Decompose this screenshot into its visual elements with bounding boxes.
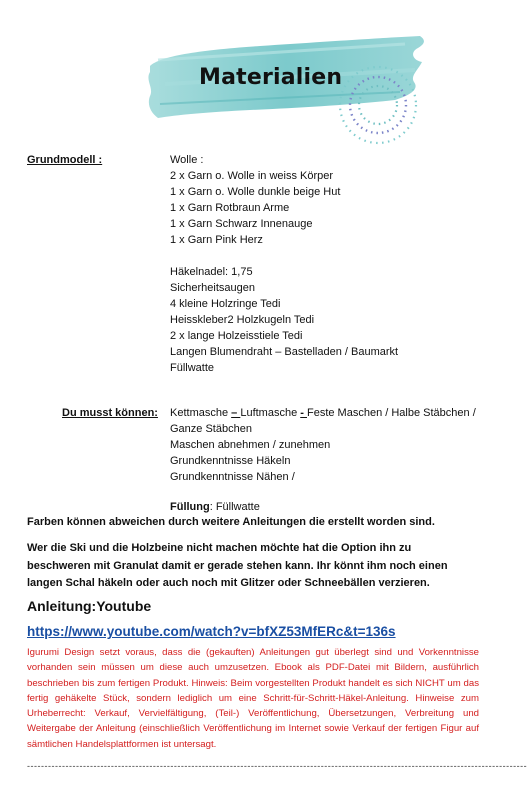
page-title: Materialien	[199, 65, 343, 90]
material-item: 1 x Garn Schwarz Innenauge	[170, 218, 313, 230]
tool-item: Heisskleber2 Holzkugeln Tedi	[170, 314, 315, 326]
youtube-link[interactable]: https://www.youtube.com/watch?v=bfXZ53MfERc&t=136s	[27, 624, 396, 639]
skills-label: Du musst können:	[62, 407, 158, 419]
tool-item: 2 x lange Holzeisstiele Tedi	[170, 330, 303, 342]
fuellung-label: Füllung	[170, 501, 210, 513]
skill-separator: –	[231, 407, 241, 419]
skill-feste-maschen: Feste Maschen / Halbe Stäbchen /	[306, 407, 476, 419]
skills-list	[170, 405, 476, 485]
material-item: Wolle :	[170, 154, 204, 166]
tool-item: Langen Blumendraht – Bastelladen / Baumarkt	[170, 346, 399, 358]
skill-item: Grundkenntnisse Nähen /	[170, 471, 295, 483]
skill-item: Maschen abnehmen / zunehmen	[170, 439, 331, 451]
ski-note: Wer die Ski und die Holzbeine nicht machen möchte hat die Option ihn zu beschweren mit Granulat damit er gerade stehen kann. Ihr könnt ihm noch einen langen Schal häkeln oder auch noch mit Glitzer oder Schneebällen verzieren.	[27, 542, 448, 589]
skills-line-1	[170, 405, 476, 421]
copyright-disclaimer: Igurumi Design setzt voraus, dass die (gekauften) Anleitungen gut überlegt sind und Vorkenntnisse vorhanden sein müssen um diese auch umzusetzen. Ebook als PDF-Datei mit Bildern, ausführlich beschrieben bis zum fertigen Produkt. Hinweis: Beim vorgestellten Produkt handelt es sich NICHT um das fertig gehäkelte Stück, sondern lediglich um eine Schritt-für-Schritt-Häkel-Anleitung. Hinweise zum Urheberrecht: Verkauf, Vervielfältigung, (Teil-) Veröffentlichung, Übersetzungen, Verbreitung und Weitergabe der Anleitung (einschließlich Veröffentlichung im Internet sowie Verkauf der fertigen Figur auf sämtlichen Handelsplattformen ist untersagt.	[27, 647, 479, 750]
tool-item: 4 kleine Holzringe Tedi	[170, 298, 281, 310]
material-item: 1 x Garn Rotbraun Arme	[170, 202, 290, 214]
tool-item: Sicherheitsaugen	[170, 282, 256, 294]
dashed-separator: -----------------------------------------------------------------------------------------------------------------------------------------------	[27, 761, 527, 771]
skill-luftmasche: Luftmasche	[240, 407, 301, 419]
anleitung-heading: Anleitung:Youtube	[27, 598, 152, 614]
skill-item: Ganze Stäbchen	[170, 423, 252, 435]
material-item: 1 x Garn o. Wolle dunkle beige Hut	[170, 186, 341, 198]
skill-item: Grundkenntnisse Häkeln	[170, 455, 291, 467]
material-item: 1 x Garn Pink Herz	[170, 234, 263, 246]
skill-kettmasche: Kettmasche	[170, 407, 232, 419]
fuellung-line	[170, 499, 260, 515]
colors-note: Farben können abweichen durch weitere Anleitungen die erstellt worden sind.	[27, 516, 435, 528]
fuellung-value: : Füllwatte	[209, 501, 260, 513]
materials-list	[170, 152, 398, 376]
material-item: 2 x Garn o. Wolle in weiss Körper	[170, 170, 334, 182]
tool-item: Häkelnadel: 1,75	[170, 266, 253, 278]
skill-separator: -	[300, 407, 307, 419]
tool-item: Füllwatte	[170, 362, 215, 374]
grundmodell-label: Grundmodell :	[27, 154, 103, 166]
header-banner	[0, 0, 505, 150]
